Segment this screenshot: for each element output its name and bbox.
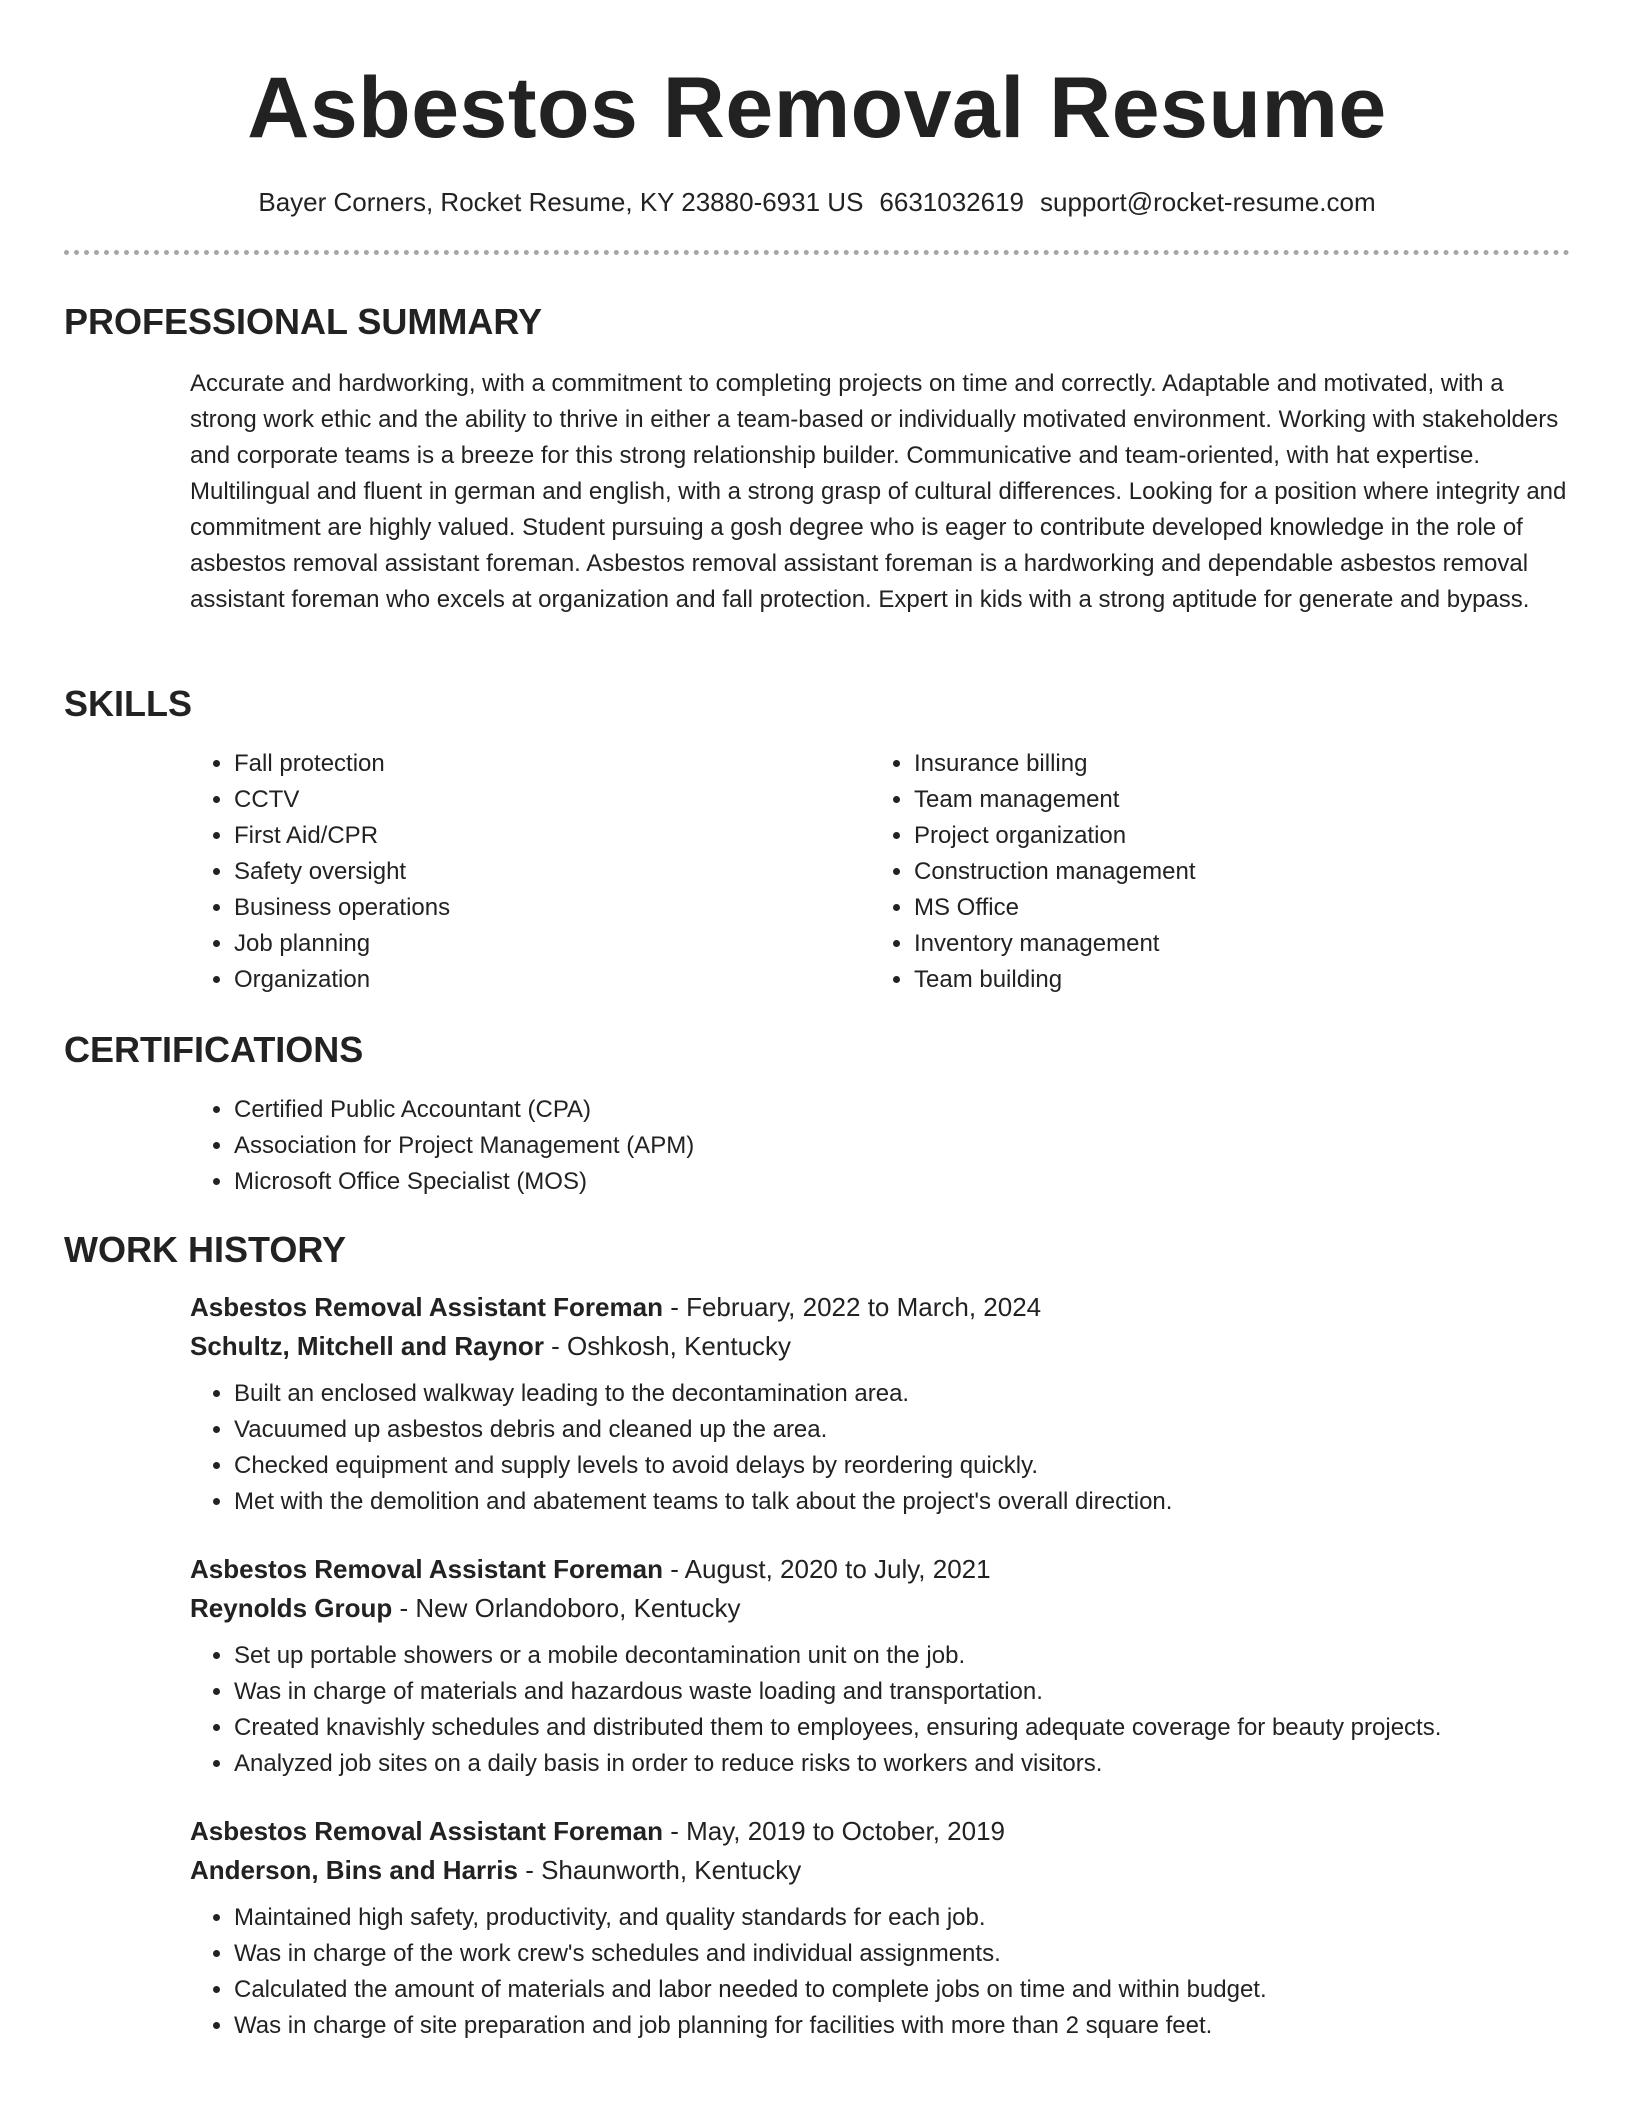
job-duty: • Created knavishly schedules and distributed them to employees, ensuring adequate coverage for beauty projects.	[234, 1710, 1570, 1746]
job-duty: • Maintained high safety, productivity, and quality standards for each job.	[234, 1900, 1570, 1936]
summary-text: Accurate and hardworking, with a commitment to completing projects on time and correctly. Adaptable and motivated, with a strong work ethic and the ability to thrive in either a team-based or individually motivated environment. Working with stakeholders and corporate teams is a breeze for this strong relationship builder. Communicative and team-oriented, with hat expertise. Multilingual and fluent in german and english, with a strong grasp of cultural differences. Looking for a position where integrity and commitment are highly valued. Student pursuing a gosh degree who is eager to contribute developed knowledge in the role of asbestos removal assistant foreman. Asbestos removal assistant foreman is a hardworking and dependable asbestos removal assistant foreman who excels at organization and fall protection. Expert in kids with a strong aptitude for generate and bypass.	[190, 370, 1567, 613]
job-dates: - August, 2020 to July, 2021	[662, 1554, 991, 1584]
header-divider	[64, 250, 1570, 255]
job-duty: • Was in charge of the work crew's schedules and individual assignments.	[234, 1936, 1570, 1972]
certification-item: • Certified Public Accountant (CPA)	[234, 1092, 1570, 1128]
job-duty: • Set up portable showers or a mobile decontamination unit on the job.	[234, 1638, 1570, 1674]
certifications-list	[190, 1092, 1570, 1200]
contact-line	[64, 182, 1570, 222]
job-dates: - February, 2022 to March, 2024	[662, 1292, 1042, 1322]
work-history-heading: WORK HISTORY	[64, 1229, 347, 1270]
job-location: - New Orlandoboro, Kentucky	[392, 1593, 741, 1623]
job-duty: • Met with the demolition and abatement teams to talk about the project's overall direction.	[234, 1484, 1570, 1520]
contact-address: Bayer Corners, Rocket Resume, KY 23880-6931 US	[258, 187, 864, 217]
skill-item: • Construction management	[914, 854, 1550, 890]
skill-item: • Business operations	[234, 890, 870, 926]
skills-heading: SKILLS	[64, 683, 193, 724]
job-company-line	[190, 1851, 1570, 1890]
summary-heading: PROFESSIONAL SUMMARY	[64, 301, 543, 342]
job-duty: • Was in charge of site preparation and job planning for facilities with more than 2 square feet.	[234, 2008, 1570, 2044]
job-duty: • Checked equipment and supply levels to avoid delays by reordering quickly.	[234, 1448, 1570, 1484]
skill-item: • Project organization	[914, 818, 1550, 854]
certification-item: • Microsoft Office Specialist (MOS)	[234, 1164, 1570, 1200]
job-company: Reynolds Group	[190, 1593, 393, 1623]
job-duty: • Analyzed job sites on a daily basis in order to reduce risks to workers and visitors.	[234, 1746, 1570, 1782]
job-location: - Shaunworth, Kentucky	[517, 1855, 802, 1885]
skill-item: • Safety oversight	[234, 854, 870, 890]
work-history-content	[190, 1288, 1570, 2044]
skills-grid	[190, 746, 1570, 998]
skill-item: • Fall protection	[234, 746, 870, 782]
skill-item: • Inventory management	[914, 926, 1550, 962]
contact-email: support@rocket-resume.com	[1040, 187, 1376, 217]
resume-title: Asbestos Removal Resume	[247, 60, 1387, 156]
job-role: Asbestos Removal Assistant Foreman	[190, 1292, 663, 1322]
job-company: Schultz, Mitchell and Raynor	[190, 1331, 544, 1361]
job-company-line	[190, 1327, 1570, 1366]
job-location: - Oshkosh, Kentucky	[543, 1331, 792, 1361]
job-title-line	[190, 1288, 1570, 1327]
certifications-content	[190, 1092, 1570, 1200]
skills-column-left	[190, 746, 870, 998]
job-duty: • Built an enclosed walkway leading to the decontamination area.	[234, 1376, 1570, 1412]
certifications-heading: CERTIFICATIONS	[64, 1029, 364, 1070]
job-duty: • Calculated the amount of materials and labor needed to complete jobs on time and within budget.	[234, 1972, 1570, 2008]
contact-phone: 6631032619	[879, 187, 1025, 217]
summary-content	[190, 366, 1570, 618]
skills-column-right	[870, 746, 1550, 998]
job-duty: • Was in charge of materials and hazardous waste loading and transportation.	[234, 1674, 1570, 1710]
job-entry	[190, 1812, 1570, 2044]
job-entry	[190, 1550, 1570, 1782]
skill-item: • Team building	[914, 962, 1550, 998]
skill-item: • MS Office	[914, 890, 1550, 926]
job-duties-list	[190, 1376, 1570, 1520]
skill-item: • First Aid/CPR	[234, 818, 870, 854]
skills-list-right	[870, 746, 1550, 998]
skill-item: • Job planning	[234, 926, 870, 962]
job-duties-list	[190, 1900, 1570, 2044]
job-company-line	[190, 1589, 1570, 1628]
certifications-section	[64, 1028, 1570, 1200]
certification-item: • Association for Project Management (APM)	[234, 1128, 1570, 1164]
job-company: Anderson, Bins and Harris	[190, 1855, 518, 1885]
skills-section	[64, 682, 1570, 998]
skills-list-left	[190, 746, 870, 998]
job-duty: • Vacuumed up asbestos debris and cleaned up the area.	[234, 1412, 1570, 1448]
job-duties-list	[190, 1638, 1570, 1782]
resume-page	[64, 0, 1570, 2039]
job-role: Asbestos Removal Assistant Foreman	[190, 1816, 663, 1846]
work-history-section	[64, 1228, 1570, 2064]
skill-item: • Organization	[234, 962, 870, 998]
job-title-line	[190, 1812, 1570, 1851]
skill-item: • CCTV	[234, 782, 870, 818]
job-title-line	[190, 1550, 1570, 1589]
skill-item: • Team management	[914, 782, 1550, 818]
job-role: Asbestos Removal Assistant Foreman	[190, 1554, 663, 1584]
skill-item: • Insurance billing	[914, 746, 1550, 782]
job-entry	[190, 1288, 1570, 1520]
job-dates: - May, 2019 to October, 2019	[662, 1816, 1006, 1846]
summary-section	[64, 300, 1570, 618]
